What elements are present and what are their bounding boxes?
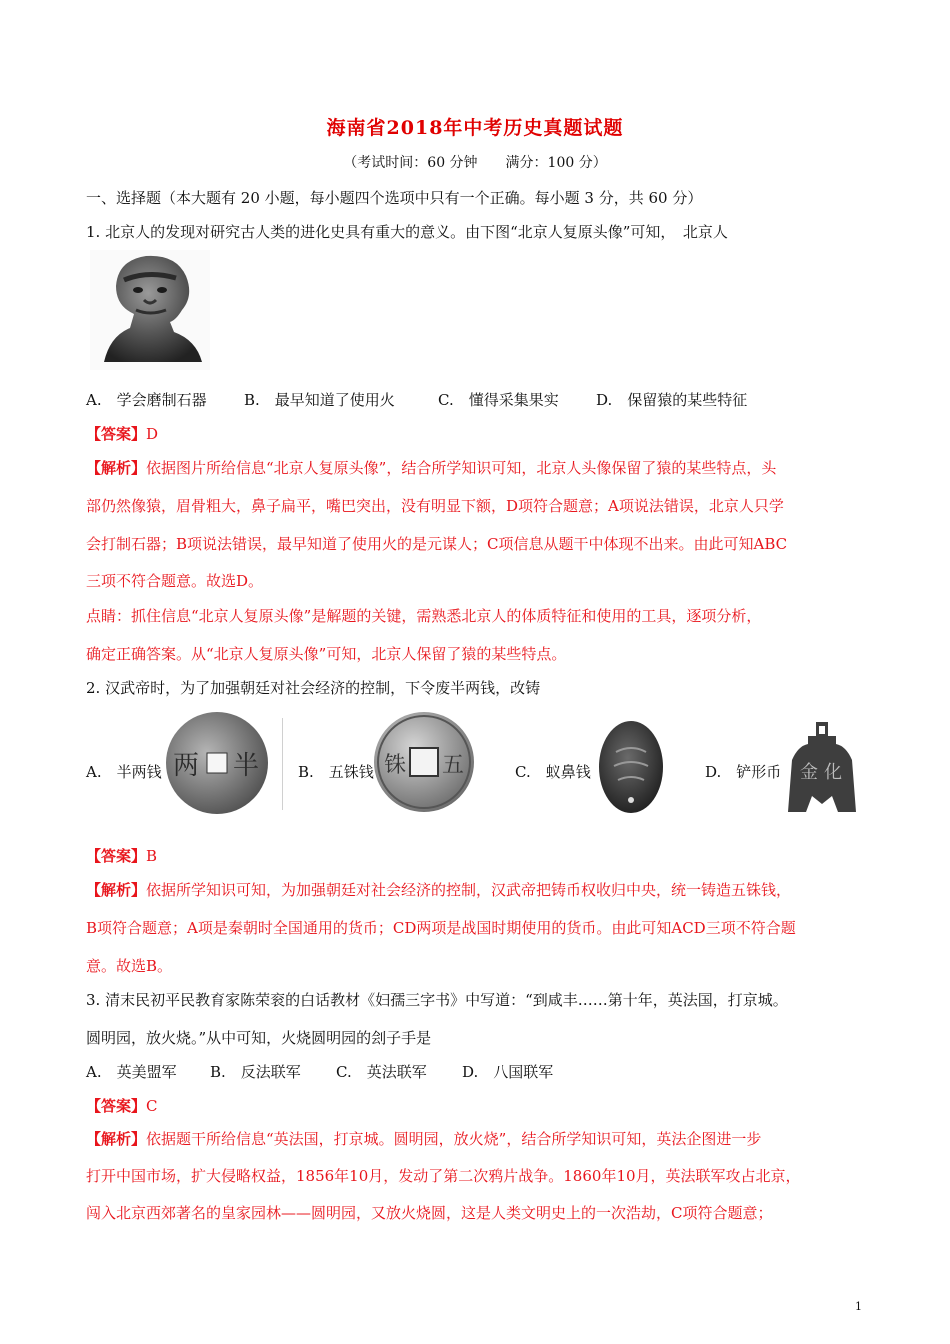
q1-analysis-line: 部仍然像猿，眉骨粗大，鼻子扁平，嘴巴突出，没有明显下额，D项符合题意；A项说法错误，北京人只学 [86, 497, 784, 515]
answer-value: B [146, 847, 158, 865]
q3-answer [86, 1096, 158, 1116]
q1-option-b: B. 最早知道了使用火 [244, 391, 395, 409]
coin-glyph: 金 [800, 762, 818, 783]
q1-stem: 1. 北京人的发现对研究古人类的进化史具有重大的意义。由下图“北京人复原头像”可知， 北京人 [86, 223, 728, 241]
analysis-tag: 【解析】 [86, 459, 147, 477]
q2-stem: 2. 汉武帝时，为了加强朝廷对社会经济的控制，下令废半两钱，改铸 [86, 679, 541, 697]
q3-analysis-line: 闯入北京西郊著名的皇家园林——圆明园，又放火烧圆，这是人类文明史上的一次浩劫，C项符合题意； [86, 1204, 773, 1222]
q2-option-a: A. 半两钱 [86, 763, 162, 781]
coin-glyph: 五 [442, 753, 465, 778]
q2-analysis-line: 意。故选B。 [86, 957, 173, 975]
analysis-text: 依据图片所给信息“北京人复原头像”，结合所学知识可知，北京人头像保留了猿的某些特点，头 [146, 459, 777, 477]
q1-option-c: C. 懂得采集果实 [438, 391, 559, 409]
q1-analysis-line: 会打制石器；B项说法错误，最早知道了使用火的是元谋人；C项信息从题干中体现不出来。由此可知ABC [86, 535, 788, 553]
coin-glyph: 铢 [384, 753, 407, 778]
q2-analysis-line [86, 880, 791, 900]
q3-option-d: D. 八国联军 [462, 1063, 554, 1081]
q3-analysis-line [86, 1129, 761, 1149]
answer-tag: 【答案】 [86, 847, 147, 865]
analysis-text: 依据所学知识可知，为加强朝廷对社会经济的控制，汉武帝把铸币权收归中央，统一铸造五铢钱， [146, 881, 792, 899]
analysis-text: 依据题干所给信息“英法国，打京城。圆明园，放火烧”，结合所学知识可知，英法企图进一步 [146, 1130, 762, 1148]
answer-tag: 【答案】 [86, 1097, 147, 1115]
q2-option-c: C. 蚁鼻钱 [515, 763, 591, 781]
divider [282, 718, 283, 810]
answer-tag: 【答案】 [86, 425, 147, 443]
q2-option-b: B. 五铢钱 [298, 763, 374, 781]
coin-glyph: 两 [173, 751, 200, 781]
exam-info: （考试时间：60 分钟 满分：100 分） [343, 155, 607, 171]
q1-answer [86, 424, 158, 444]
q3-option-c: C. 英法联军 [336, 1063, 427, 1081]
coin-glyph: 半 [233, 751, 260, 781]
section-header: 一、选择题（本大题有 20 小题，每小题四个选项中只有一个正确。每小题 3 分，共 60 分） [86, 189, 703, 207]
q2-option-d: D. 铲形币 [705, 763, 782, 781]
yibi-coin-image [596, 718, 666, 816]
analysis-tag: 【解析】 [86, 881, 147, 899]
q3-option-a: A. 英美盟军 [86, 1063, 177, 1081]
page-title: 海南省2018年中考历史真题试题 [326, 117, 624, 139]
answer-value: D [146, 425, 159, 443]
q1-note-line: 确定正确答案。从“北京人复原头像”可知，北京人保留了猿的某些特点。 [86, 645, 567, 663]
analysis-tag: 【解析】 [86, 1130, 147, 1148]
q1-analysis-line: 三项不符合题意。故选D。 [86, 572, 264, 590]
q3-stem-line: 3. 清末民初平民教育家陈荣衮的白话教材《妇孺三字书》中写道：“到咸丰……第十年，英法国，打京城。 [86, 991, 788, 1009]
banliang-coin-image [163, 710, 271, 816]
spade-coin-image [786, 720, 858, 816]
q2-analysis-line: B项符合题意；A项是秦朝时全国通用的货币；CD两项是战国时期使用的货币。由此可知ACD三项不符合题 [86, 919, 796, 937]
q1-note-line: 点睛：抓住信息“北京人复原头像”是解题的关键，需熟悉北京人的体质特征和使用的工具，逐项分析， [86, 607, 762, 625]
q1-option-d: D. 保留猿的某些特征 [596, 391, 748, 409]
page-number: 1 [855, 1300, 862, 1313]
coin-glyph: 化 [824, 762, 842, 783]
answer-value: C [146, 1097, 158, 1115]
peking-man-bust-image [90, 250, 210, 370]
q1-analysis-line [86, 458, 776, 478]
q1-option-a: A. 学会磨制石器 [86, 391, 207, 409]
wuzhu-coin-image [372, 710, 476, 814]
q3-stem-line: 圆明园，放火烧。”从中可知，火烧圆明园的刽子手是 [86, 1029, 432, 1047]
q2-answer [86, 846, 157, 866]
q3-analysis-line: 打开中国市场，扩大侵略权益，1856年10月，发动了第二次鸦片战争。1860年10月，英法联军攻占北京， [86, 1167, 801, 1185]
q3-option-b: B. 反法联军 [210, 1063, 301, 1081]
